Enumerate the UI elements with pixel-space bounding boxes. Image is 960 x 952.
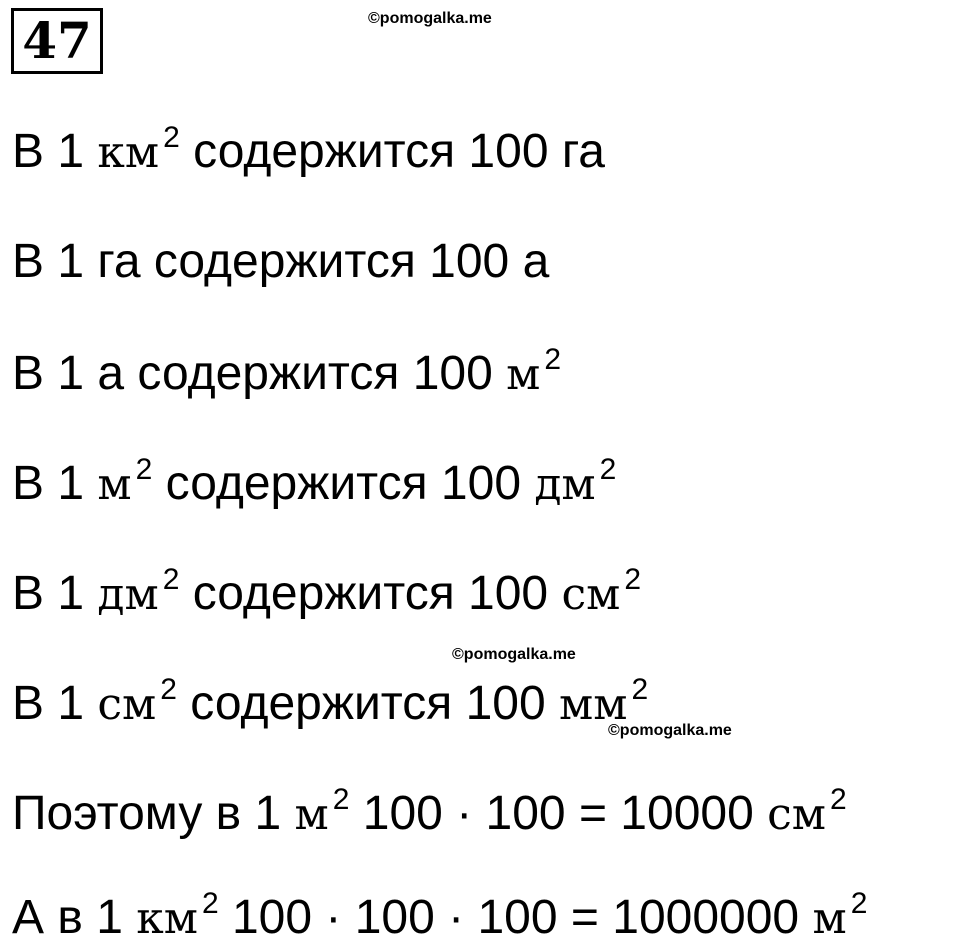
watermark: ©pomogalka.me [368, 10, 492, 27]
statement-line [12, 234, 549, 290]
line-text: 100 · 100 · 100 = 1000000 [218, 891, 813, 944]
exponent: 2 [162, 563, 180, 596]
unit: см [561, 569, 621, 620]
statement-line [12, 121, 605, 186]
statement-line [12, 673, 649, 738]
line-text: содержится 100 [152, 457, 535, 510]
unit: м [506, 349, 541, 400]
exponent: 2 [201, 887, 219, 920]
line-text: содержится 100 [176, 677, 559, 730]
exponent: 2 [624, 563, 641, 596]
unit: м [97, 459, 132, 510]
line-text: содержится 100 га [179, 125, 605, 178]
watermark: ©pomogalka.me [608, 722, 732, 739]
line-text: Поэтому в 1 [12, 787, 295, 840]
exponent: 2 [850, 887, 868, 920]
statement-line [12, 563, 641, 628]
line-text: содержится 100 [179, 567, 562, 620]
line-text: В 1 [12, 677, 98, 730]
statement-line [12, 343, 562, 408]
exponent: 2 [599, 453, 617, 486]
unit: см [97, 679, 157, 730]
unit: м [294, 789, 329, 840]
exponent: 2 [160, 673, 177, 706]
line-text: В 1 [12, 457, 98, 510]
unit: км [97, 127, 160, 178]
unit: м [812, 893, 847, 944]
statement-line [12, 453, 617, 518]
statement-line [12, 783, 847, 848]
watermark: ©pomogalka.me [452, 646, 576, 663]
line-text: В 1 [12, 125, 98, 178]
exponent: 2 [830, 783, 847, 816]
exponent: 2 [544, 343, 562, 376]
exponent: 2 [631, 673, 649, 706]
task-number-box: 47 [11, 8, 103, 74]
unit: км [136, 893, 198, 944]
exponent: 2 [163, 121, 180, 154]
line-text: В 1 [12, 567, 98, 620]
unit: см [767, 789, 826, 840]
statement-line [12, 887, 868, 952]
unit: мм [558, 679, 628, 730]
line-text: В 1 а содержится 100 [12, 347, 507, 400]
exponent: 2 [135, 453, 153, 486]
line-text: А в 1 [12, 891, 137, 944]
exponent: 2 [332, 783, 350, 816]
unit: дм [97, 569, 159, 620]
line-text: 100 · 100 = 10000 [349, 787, 768, 840]
line-text: В 1 га содержится 100 а [12, 235, 550, 288]
unit: дм [534, 459, 596, 510]
